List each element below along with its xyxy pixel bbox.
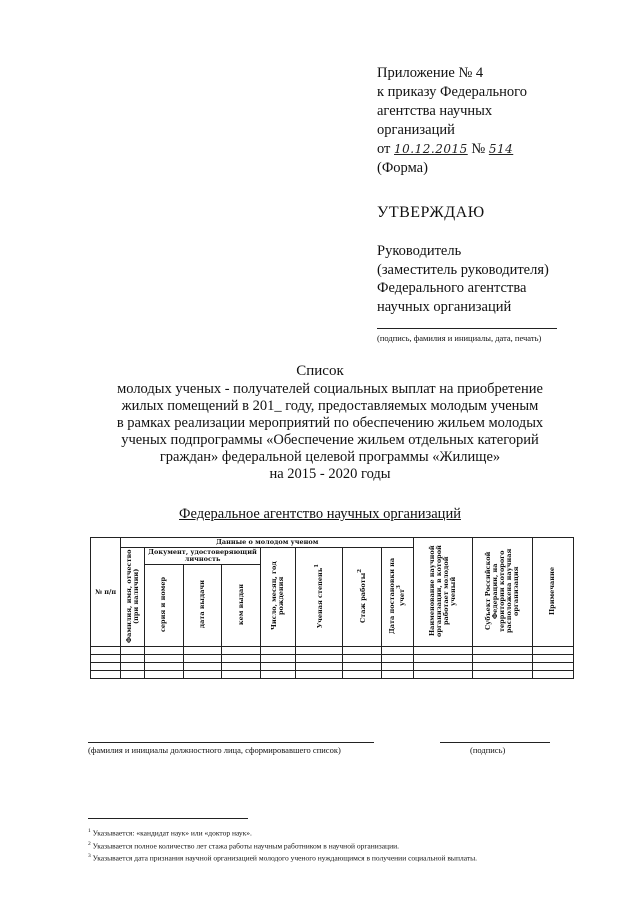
form-label: (Форма) [377, 160, 428, 176]
table-row [91, 663, 574, 671]
header-note-text: Примечание [548, 567, 557, 615]
header-degree [295, 548, 342, 647]
body-line: на 2015 - 2020 годы [269, 466, 391, 482]
header-young-scientist-group: Данные о молодом ученом [121, 538, 414, 548]
header-degree-text [314, 564, 324, 628]
header-registered-label: Дата постановки на учет [388, 557, 407, 635]
footnote-number: 3 [88, 853, 91, 859]
header-experience [343, 548, 382, 647]
header-registered-text [389, 548, 406, 644]
footnote-ref: 1 [313, 563, 320, 568]
appendix-line: агентства научных [377, 103, 493, 119]
header-experience-text [357, 569, 367, 623]
appendix-line: организаций [377, 122, 455, 138]
footnote-text: Указывается полное количество лет стажа работы научным работником в научной организации. [90, 841, 399, 850]
young-scientists-table [90, 537, 574, 679]
header-experience-label: Стаж работы [359, 572, 368, 623]
header-series [144, 564, 183, 647]
appendix-block [377, 64, 607, 178]
approve-heading: УТВЕРЖДАЮ [377, 204, 485, 221]
head-line: научных организаций [377, 298, 512, 315]
appendix-line: к приказу Федерального [377, 84, 528, 100]
organization-name-text: Федеральное агентство научных организаций [179, 506, 461, 522]
header-issue-date [183, 564, 222, 647]
from-prefix: от [377, 141, 391, 157]
header-subject [472, 538, 532, 647]
compiler-caption: (фамилия и инициалы должностного лица, сформировавшего список) [88, 745, 341, 755]
header-series-text: серия и номер [159, 576, 168, 632]
body-line: граждан» федеральной целевой программы «Жилище» [159, 449, 501, 465]
footnotes [88, 826, 568, 864]
header-organization-text: Наименование научной организации, в которой работает молодой ученый [427, 545, 457, 637]
footnote-text: Указывается дата признания научной организацией молодого ученого нуждающимся в получении социальной выплаты. [90, 853, 478, 863]
body-line: в рамках реализации мероприятий по обеспечению жильем молодых [116, 415, 544, 431]
footnote [88, 826, 568, 839]
body-line: жилых помещений в 201_ году, предоставляемых молодым ученым [121, 398, 539, 414]
signature-line [377, 328, 557, 329]
header-fio-text: Фамилия, имя, отчество (при наличии) [124, 549, 140, 643]
footnote-separator [88, 818, 248, 819]
signature-caption: (подпись, фамилия и инициалы, дата, печать) [377, 333, 542, 343]
footnote [88, 839, 568, 852]
header-note [532, 538, 573, 647]
header-fio [121, 548, 145, 647]
appendix-date-line [377, 140, 607, 159]
header-birth [261, 548, 295, 647]
header-registered [381, 548, 413, 647]
head-line: (заместитель руководителя) [377, 261, 549, 278]
footnote-text: Указывается: «кандидат наук» или «доктор наук». [90, 828, 252, 838]
compiler-signature-line [440, 742, 550, 743]
document-title: Список [296, 363, 344, 379]
header-issued-by-text: кем выдан [236, 583, 245, 625]
header-degree-label: Ученая степень [316, 567, 325, 629]
document-body [80, 381, 580, 483]
head-block [377, 242, 549, 316]
header-issued-by [222, 564, 261, 647]
head-line: Руководитель [377, 243, 462, 259]
footnote-number: 1 [88, 828, 91, 834]
header-issue-date-text: дата выдачи [198, 580, 207, 629]
header-number: № п/п [91, 538, 121, 647]
footnote [88, 851, 568, 864]
appendix-line: Приложение № 4 [377, 65, 484, 81]
table-row [91, 647, 574, 655]
body-line: ученых подпрограммы «Обеспечение жильем отдельных категорий [121, 432, 539, 448]
organization-name [0, 506, 640, 523]
table-row [91, 671, 574, 679]
handwritten-number: 514 [488, 142, 514, 156]
header-subject-text: Субъект Российской Федерации, на территории которого расположена научная организация [483, 548, 520, 634]
header-organization [414, 538, 472, 647]
table-row [91, 655, 574, 663]
handwritten-date: 10.12.2015 [394, 142, 468, 156]
body-line: молодых ученых - получателей социальных выплат на приобретение [117, 381, 543, 397]
footnote-ref: 3 [396, 585, 403, 590]
footnote-number: 2 [88, 840, 91, 847]
header-birth-text: Число, месяц, год рождения [270, 561, 285, 631]
header-document-group: Документ, удостоверяющий личность [144, 548, 260, 565]
footnote-ref: 2 [356, 569, 363, 573]
compiler-line [88, 742, 374, 743]
head-line: Федерального агентства [377, 280, 527, 296]
number-prefix: № [471, 141, 486, 157]
compiler-signature-caption: (подпись) [470, 745, 506, 755]
